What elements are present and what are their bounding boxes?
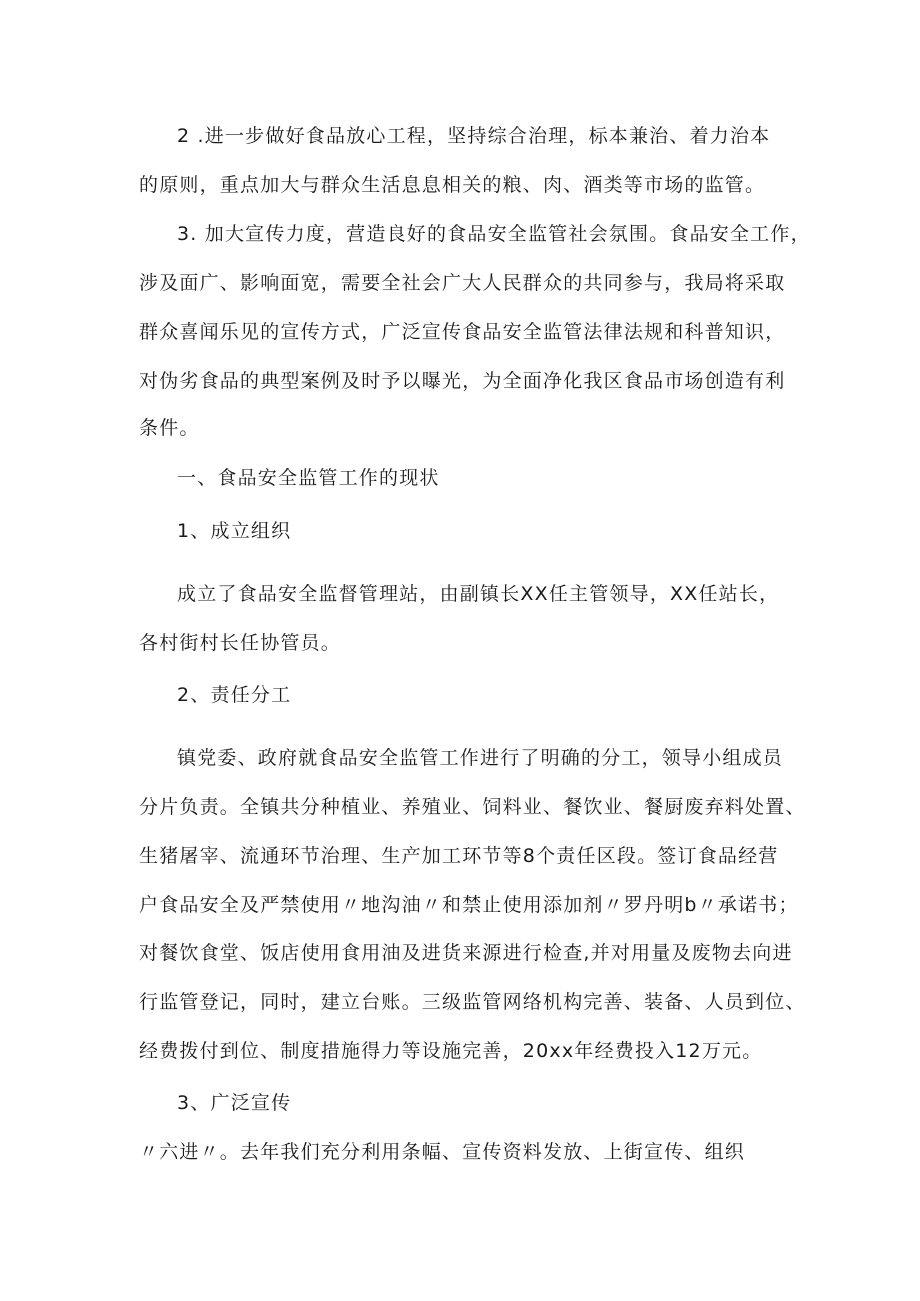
paragraph-responsibility-line-2: 分片负责。全镇共分种植业、养殖业、饲料业、餐饮业、餐厨废弃料处置、 xyxy=(139,796,806,818)
section-heading-status: 一、食品安全监管工作的现状 xyxy=(177,467,440,489)
subheading-publicity: 3、广泛宣传 xyxy=(177,1092,292,1114)
paragraph-organization-line-2: 各村街村长任协管员。 xyxy=(139,632,342,654)
paragraph-item-3-line-3: 群众喜闻乐见的宣传方式，广泛宣传食品安全监管法律法规和科普知识， xyxy=(139,321,786,343)
paragraph-responsibility-line-1: 镇党委、政府就食品安全监管工作进行了明确的分工，领导小组成员 xyxy=(177,747,784,769)
paragraph-responsibility-line-4: 户食品安全及严禁使用〃地沟油〃和禁止使用添加剂〃罗丹明b〃承诺书； xyxy=(139,894,799,916)
paragraph-responsibility-line-7: 经费拨付到位、制度措施得力等设施完善，20xx年经费投入12万元。 xyxy=(139,1040,763,1062)
paragraph-responsibility-line-5: 对餐饮食堂、饭店使用食用油及进货来源进行检查,并对用量及废物去向进 xyxy=(139,942,793,964)
paragraph-item-2-line-2: 的原则，重点加大与群众生活息息相关的粮、肉、酒类等市场的监管。 xyxy=(139,174,766,196)
paragraph-item-2-line-1: 2 .进一步做好食品放心工程，坚持综合治理，标本兼治、着力治本 xyxy=(177,125,771,147)
paragraph-responsibility-line-3: 生猪屠宰、流通环节治理、生产加工环节等8个责任区段。签订食品经营 xyxy=(139,845,779,867)
paragraph-item-3-line-1: 3. 加大宣传力度，营造良好的食品安全监管社会氛围。食品安全工作， xyxy=(177,223,811,245)
subheading-responsibility: 2、责任分工 xyxy=(177,684,292,706)
paragraph-publicity-line-1: 〃六进〃。去年我们充分利用条幅、宣传资料发放、上街宣传、组织 xyxy=(139,1141,746,1163)
paragraph-item-3-line-4: 对伪劣食品的典型案例及时予以曝光，为全面净化我区食品市场创造有利 xyxy=(139,370,786,392)
subheading-organization: 1、成立组织 xyxy=(177,520,292,542)
paragraph-item-3-line-5: 条件。 xyxy=(139,417,200,439)
paragraph-item-3-line-2: 涉及面广、影响面宽，需要全社会广大人民群众的共同参与，我局将采取 xyxy=(139,272,786,294)
paragraph-organization-line-1: 成立了食品安全监督管理站，由副镇长XX任主管领导，XX任站长， xyxy=(177,583,780,605)
paragraph-responsibility-line-6: 行监管登记，同时，建立台账。三级监管网络机构完善、装备、人员到位、 xyxy=(139,991,806,1013)
